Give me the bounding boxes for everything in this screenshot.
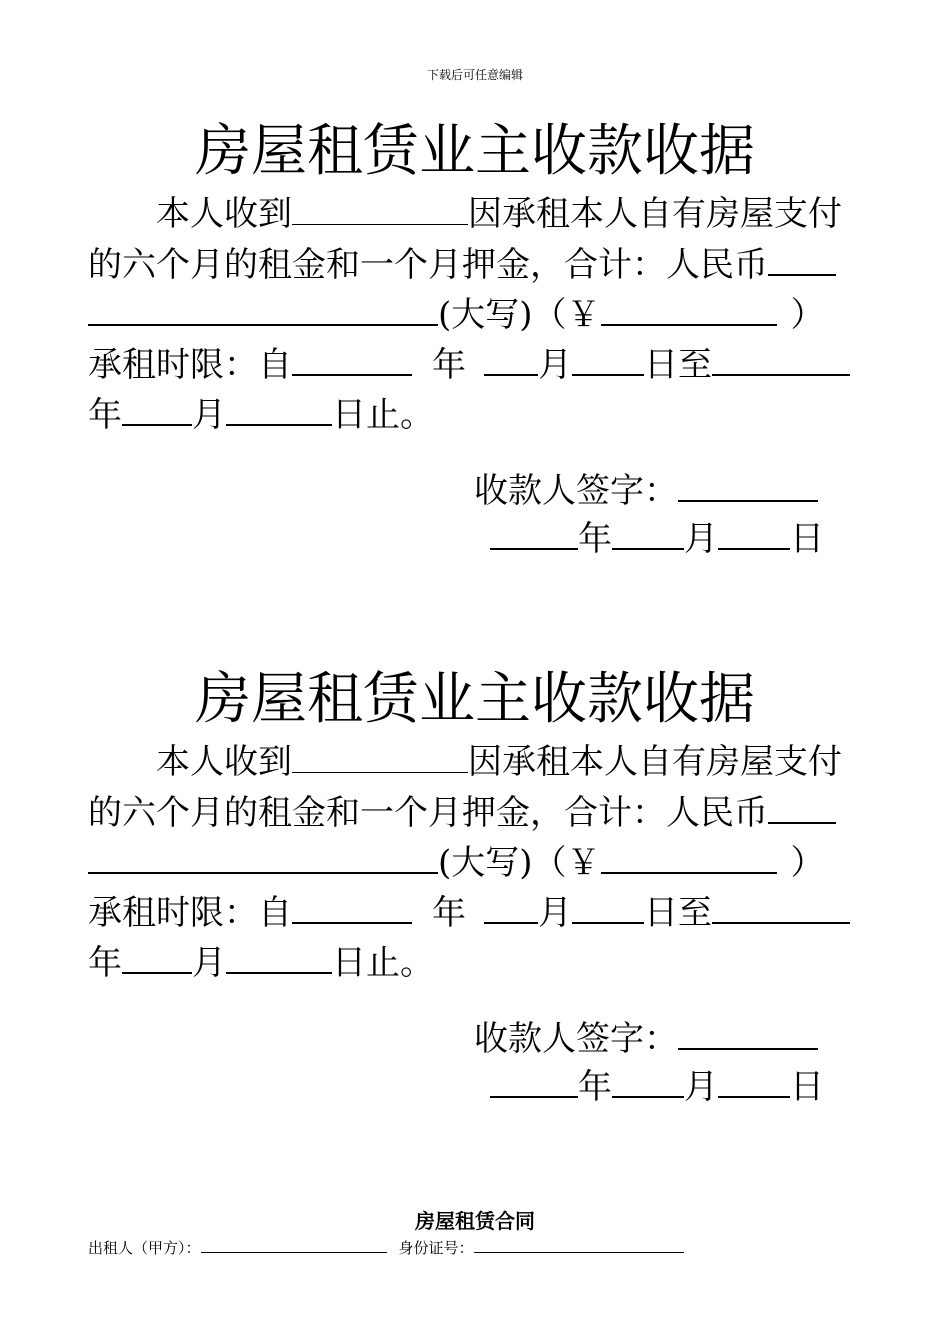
end-day-field[interactable] (226, 942, 332, 974)
signer-label: 收款人签字： (474, 1019, 678, 1059)
start-month-field[interactable] (484, 892, 538, 924)
text: 年 (578, 1067, 612, 1107)
text: (大写)（￥ (438, 843, 601, 883)
receipt-line-1 (156, 742, 842, 782)
text: 日 (790, 519, 824, 559)
signer-line (474, 470, 818, 511)
receipt-line-2 (88, 244, 836, 285)
receipt-line-1 (156, 194, 842, 234)
receipt-line-3 (88, 294, 825, 335)
text: 日止。 (332, 943, 434, 983)
signer-label: 收款人签字： (474, 471, 678, 511)
text: 月 (192, 943, 226, 983)
start-month-field[interactable] (484, 344, 538, 376)
text: 年 (88, 395, 122, 435)
lessor-name-field[interactable] (201, 1238, 387, 1253)
end-month-field[interactable] (122, 942, 192, 974)
signer-field[interactable] (678, 470, 818, 502)
signer-field[interactable] (678, 1018, 818, 1050)
text: 本人收到 (156, 742, 292, 782)
text: 月 (538, 893, 572, 933)
lessor-id-field[interactable] (474, 1238, 684, 1253)
start-day-field[interactable] (572, 892, 644, 924)
amount-figure-field[interactable] (601, 294, 777, 326)
amount-words-field[interactable] (88, 842, 438, 874)
text: 承租时限：自 (88, 893, 292, 933)
sign-year-field[interactable] (490, 1066, 578, 1098)
receipt-line-4 (88, 892, 850, 933)
receipt-line-5 (88, 942, 434, 983)
text: (大写)（￥ (438, 295, 601, 335)
start-year-field[interactable] (292, 344, 412, 376)
contract-title: 房屋租赁合同 (415, 1209, 535, 1233)
text: 的六个月的租金和一个月押金，合计：人民币 (88, 245, 768, 285)
text: 年 (578, 519, 612, 559)
receipt-line-3 (88, 842, 825, 883)
amount-words-field-start[interactable] (768, 792, 836, 824)
amount-words-field[interactable] (88, 294, 438, 326)
payer-name-field[interactable] (292, 742, 468, 773)
text: 月 (192, 395, 226, 435)
payer-name-field[interactable] (292, 194, 468, 225)
receipt-line-2 (88, 792, 836, 833)
receipt-title: 房屋租赁业主收款收据 (195, 119, 755, 184)
sign-year-field[interactable] (490, 518, 578, 550)
contract-parties-line (88, 1238, 684, 1258)
text: 承租时限：自 (88, 345, 292, 385)
start-year-field[interactable] (292, 892, 412, 924)
sign-date-line (490, 518, 824, 559)
text: 的六个月的租金和一个月押金，合计：人民币 (88, 793, 768, 833)
text: 日 (790, 1067, 824, 1107)
header-note: 下载后可任意编辑 (426, 68, 523, 82)
text: ） (790, 843, 825, 883)
text: 本人收到 (156, 194, 292, 234)
sign-day-field[interactable] (718, 518, 790, 550)
text: 年 (432, 893, 466, 933)
receipt-line-4 (88, 344, 850, 385)
amount-figure-field[interactable] (601, 842, 777, 874)
text: 因承租本人自有房屋支付 (468, 194, 842, 234)
sign-day-field[interactable] (718, 1066, 790, 1098)
text: 年 (88, 943, 122, 983)
receipt-line-5 (88, 394, 434, 435)
end-day-field[interactable] (226, 394, 332, 426)
end-month-field[interactable] (122, 394, 192, 426)
text: 日至 (644, 893, 712, 933)
text: 月 (538, 345, 572, 385)
text: 日止。 (332, 395, 434, 435)
sign-date-line (490, 1066, 824, 1107)
end-year-field[interactable] (712, 344, 850, 376)
receipt-title: 房屋租赁业主收款收据 (195, 667, 755, 732)
text: 年 (432, 345, 466, 385)
text: 月 (684, 1067, 718, 1107)
lessor-label: 出租人（甲方）： (88, 1239, 201, 1257)
text: 月 (684, 519, 718, 559)
start-day-field[interactable] (572, 344, 644, 376)
end-year-field[interactable] (712, 892, 850, 924)
amount-words-field-start[interactable] (768, 244, 836, 276)
sign-month-field[interactable] (612, 518, 684, 550)
signer-line (474, 1018, 818, 1059)
text: 日至 (644, 345, 712, 385)
text: 因承租本人自有房屋支付 (468, 742, 842, 782)
text: ） (790, 295, 825, 335)
sign-month-field[interactable] (612, 1066, 684, 1098)
id-label: 身份证号： (398, 1239, 474, 1257)
